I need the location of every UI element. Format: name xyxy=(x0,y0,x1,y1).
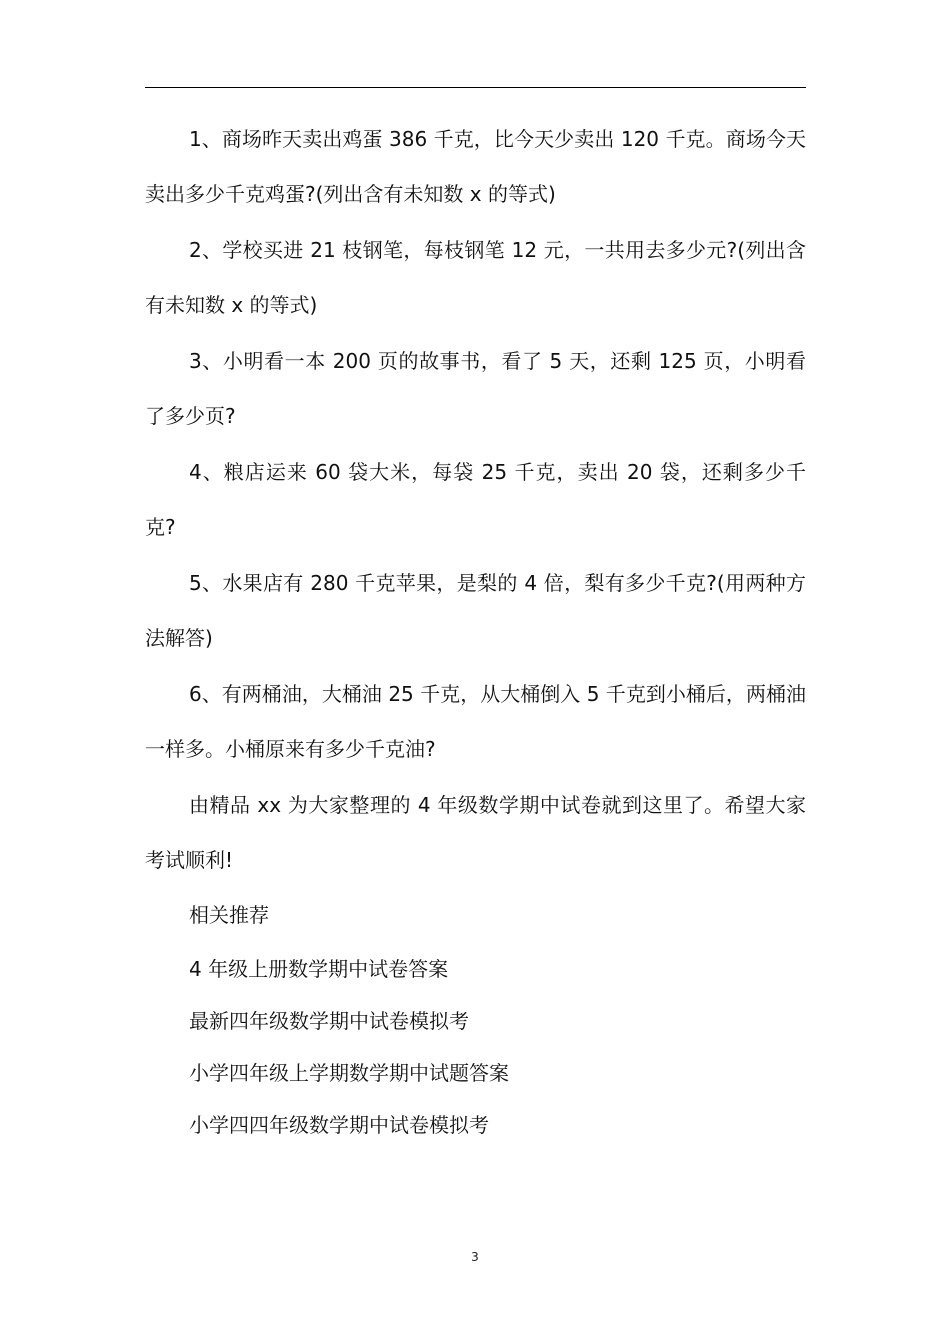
question-1: 1、商场昨天卖出鸡蛋 386 千克，比今天少卖出 120 千克。商场今天卖出多少千克鸡蛋?(列出含有未知数 x 的等式) xyxy=(145,127,806,206)
question-4: 4、粮店运来 60 袋大米，每袋 25 千克，卖出 20 袋，还剩多少千克? xyxy=(145,460,806,539)
recommend-link-2[interactable]: 最新四年级数学期中试卷模拟考 xyxy=(189,1009,469,1033)
recommend-link-3[interactable]: 小学四年级上学期数学期中试题答案 xyxy=(189,1061,509,1085)
closing-paragraph: 由精品 xx 为大家整理的 4 年级数学期中试卷就到这里了。希望大家考试顺利! xyxy=(145,793,806,872)
page-body xyxy=(145,112,806,1151)
question-2: 2、学校买进 21 枝钢笔，每枝钢笔 12 元，一共用去多少元?(列出含有未知数 x 的等式) xyxy=(145,238,806,317)
recommend-link-4[interactable]: 小学四四年级数学期中试卷模拟考 xyxy=(189,1113,489,1137)
header-rule xyxy=(145,87,806,88)
question-5: 5、水果店有 280 千克苹果，是梨的 4 倍，梨有多少千克?(用两种方法解答) xyxy=(145,571,806,650)
page-number: 3 xyxy=(471,1250,479,1264)
recommend-link-1[interactable]: 4 年级上册数学期中试卷答案 xyxy=(189,957,449,981)
recommend-list xyxy=(145,943,806,1151)
question-3: 3、小明看一本 200 页的故事书，看了 5 天，还剩 125 页，小明看了多少页? xyxy=(145,349,806,428)
question-6: 6、有两桶油，大桶油 25 千克，从大桶倒入 5 千克到小桶后，两桶油一样多。小桶原来有多少千克油? xyxy=(145,682,806,761)
recommend-title: 相关推荐 xyxy=(189,903,269,927)
